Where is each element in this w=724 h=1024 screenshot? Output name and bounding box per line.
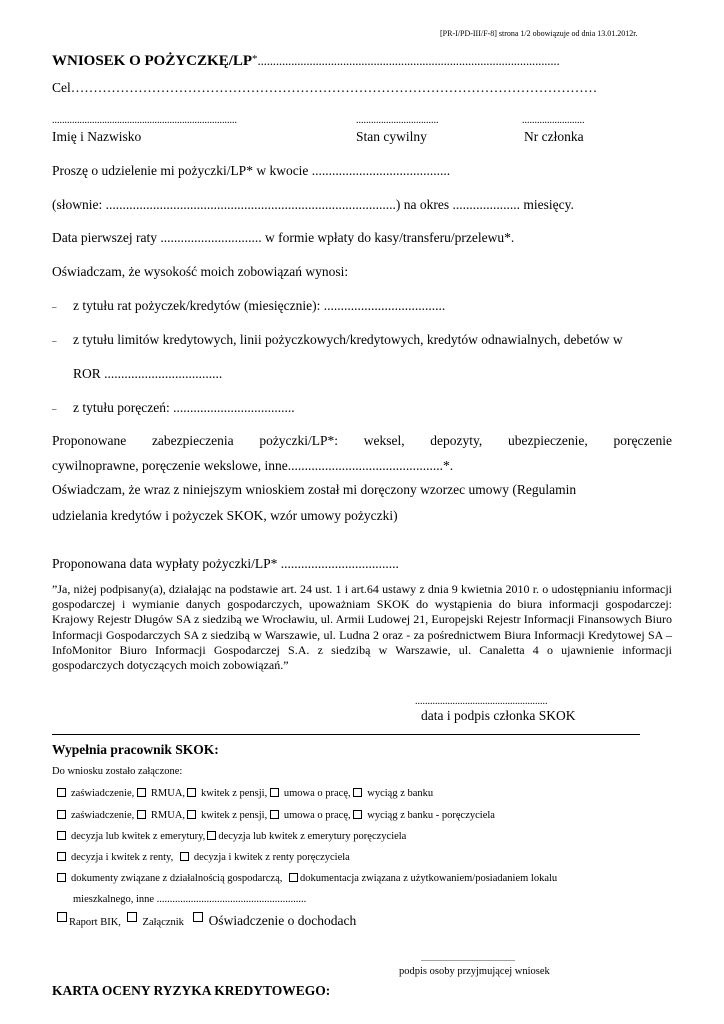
other-attachment-field[interactable]: mieszkalnego, inne ......................................................... — [73, 894, 307, 905]
title-asterisk: * — [252, 53, 258, 65]
obligation-guarantees-text: z tytułu poręczeń: .................................... — [73, 400, 295, 415]
checkbox[interactable] — [57, 788, 66, 797]
obligation-limits-item[interactable] — [52, 332, 623, 348]
collateral-word: weksel, — [363, 433, 405, 448]
option-label: umowa o pracę, — [283, 788, 351, 799]
checkbox[interactable] — [289, 873, 298, 882]
checkbox[interactable] — [193, 912, 203, 922]
name-label: Imię i Nazwisko — [52, 129, 142, 144]
dash-bullet: – — [52, 302, 57, 312]
staff-signature-label: podpis osoby przyjmującej wniosek — [399, 966, 550, 977]
first-installment-field[interactable]: Data pierwszej raty .............................. w formie wpłaty do kasy/transferu/przelewu*. — [52, 230, 515, 245]
attachment-row-1 — [57, 788, 433, 799]
option-label: kwitek z pensji, — [201, 810, 268, 821]
checkbox[interactable] — [57, 873, 66, 882]
obligation-guarantees-item[interactable] — [52, 400, 295, 416]
obligations-declaration: Oświadczam, że wysokość moich zobowiązań wynosi: — [52, 264, 349, 279]
dash-bullet: – — [52, 404, 57, 414]
option-label: Raport BIK, — [69, 917, 121, 928]
loan-amount-field[interactable]: Proszę o udzielenie mi pożyczki/LP* w kwocie ......................................... — [52, 163, 451, 178]
attachment-row-6 — [57, 912, 356, 929]
collateral-word: poręczenie — [613, 433, 672, 448]
checkbox[interactable] — [187, 810, 196, 819]
member-no-dots[interactable]: ......................... — [522, 115, 585, 126]
collateral-line — [52, 433, 672, 449]
checkbox[interactable] — [137, 810, 146, 819]
obligation-loans-item[interactable] — [52, 298, 445, 314]
checkbox[interactable] — [57, 852, 66, 861]
purpose-field[interactable]: Cel……………………………………………………………………………………………………… — [52, 80, 598, 95]
page-title — [52, 53, 560, 70]
collateral-word: ubezpieczenie, — [507, 433, 588, 448]
staff-signature-dots[interactable]: ............................................... — [421, 954, 515, 963]
checkbox[interactable] — [57, 810, 66, 819]
checkbox[interactable] — [270, 788, 279, 797]
attachment-row-2 — [57, 810, 495, 821]
checkbox[interactable] — [187, 788, 196, 797]
staff-section-heading: Wypełnia pracownik SKOK: — [52, 742, 219, 757]
name-dots[interactable]: .......................................................................... — [52, 115, 237, 126]
marital-status-label: Stan cywilny — [356, 129, 427, 144]
status-dots[interactable]: ................................. — [356, 115, 439, 126]
option-label: zaświadczenie, — [71, 788, 135, 799]
member-signature-label: data i podpis członka SKOK — [421, 708, 576, 723]
attachment-row-3 — [57, 831, 406, 842]
section-divider — [52, 734, 640, 735]
option-label: decyzja lub kwitek z emerytury poręczyciela — [218, 831, 407, 842]
payout-date-field[interactable]: Proponowana data wypłaty pożyczki/LP* ................................... — [52, 556, 399, 571]
checkbox[interactable] — [57, 912, 67, 922]
collateral-word: zabezpieczenia — [151, 433, 234, 448]
ror-field[interactable]: ROR ................................... — [73, 366, 223, 381]
collateral-word: Proponowane — [52, 433, 127, 448]
attached-label: Do wniosku zostało załączone: — [52, 766, 183, 777]
collateral-word: pożyczki/LP*: — [259, 433, 339, 448]
obligation-limits-text: z tytułu limitów kredytowych, linii pożyczkowych/kredytowych, kredytów odnawialnych, debetów w — [73, 332, 623, 347]
checkbox[interactable] — [353, 810, 362, 819]
option-label: decyzja lub kwitek z emerytury, — [71, 831, 206, 842]
amount-in-words-field[interactable]: (słownie: ......................................................................................) na okres .................... miesięcy. — [52, 197, 574, 212]
checkbox[interactable] — [127, 912, 137, 922]
consent-clause: ”Ja, niżej podpisany(a), działając na podstawie art. 24 ust. 1 i art.64 ustawy z dnia 9 kwietnia 2010 r. o udostępnianiu informacji gospodarczej i wymianie danych gospodarczych, upoważniam SKOK do wystąpienia do biura informacji gospodarczej: Krajowy Rejestr Długów SA z siedzibą we Wrocławiu, ul. Armii Ludowej 21, Europejski Rejestr Informacji Finansowych Biuro Informacji Gospodarczych SA z siedzibą w Warszawie, ul. Ludna 2 oraz - za pośrednictwem Biura Informacji Kredytowej SA – InfoMonitor Biuro Informacji Gospodarczej S.A. z siedzibą w Warszawie, ul. Canaletta 4 o ujawnienie informacji gospodarczych dotyczących moich zobowiązań.” — [52, 582, 672, 673]
option-label: decyzja i kwitek z renty poręczyciela — [193, 852, 350, 863]
member-number-label: Nr członka — [524, 129, 584, 144]
title-text: WNIOSEK O POŻYCZKĘ/LP — [52, 53, 253, 69]
option-label: dokumenty związane z działalnością gospodarczą, — [71, 873, 283, 884]
member-signature-dots[interactable]: ..................................................... — [415, 696, 548, 707]
option-label: RMUA, — [150, 810, 186, 821]
option-label: zaświadczenie, — [71, 810, 135, 821]
collateral-other-field[interactable]: cywilnoprawne, poręczenie wekslowe, inne..............................................*. — [52, 458, 454, 473]
option-label: umowa o pracę, — [283, 810, 351, 821]
option-label: wyciąg z banku - poręczyciela — [367, 810, 495, 821]
contract-received-statement-cont: udzielania kredytów i pożyczek SKOK, wzór umowy pożyczki) — [52, 508, 398, 523]
option-label: dokumentacja związana z użytkowaniem/posiadaniem lokalu — [300, 873, 558, 884]
document-reference: [PR-I/PD-III/F-8] strona 1/2 obowiązuje od dnia 13.01.2012r. — [440, 29, 638, 38]
option-label: wyciąg z banku — [367, 788, 434, 799]
risk-card-heading: KARTA OCENY RYZYKA KREDYTOWEGO: — [52, 983, 331, 998]
checkbox[interactable] — [137, 788, 146, 797]
contract-received-statement: Oświadczam, że wraz z niniejszym wnioskiem został mi doręczony wzorzec umowy (Regulamin — [52, 482, 577, 497]
checkbox[interactable] — [180, 852, 189, 861]
obligation-loans-text: z tytułu rat pożyczek/kredytów (miesięcznie): .................................... — [73, 298, 446, 313]
option-label: Oświadczenie o dochodach — [208, 913, 357, 928]
attachment-row-4 — [57, 852, 350, 863]
attachment-row-5 — [57, 873, 557, 884]
dash-bullet: – — [52, 336, 57, 346]
checkbox[interactable] — [57, 831, 66, 840]
checkbox[interactable] — [270, 810, 279, 819]
checkbox[interactable] — [207, 831, 216, 840]
title-dots: ................................................................................................... — [257, 53, 560, 68]
checkbox[interactable] — [353, 788, 362, 797]
option-label: Załącznik — [142, 917, 184, 928]
collateral-word: depozyty, — [430, 433, 483, 448]
option-label: kwitek z pensji, — [201, 788, 268, 799]
option-label: decyzja i kwitek z renty, — [71, 852, 174, 863]
option-label: RMUA, — [150, 788, 186, 799]
